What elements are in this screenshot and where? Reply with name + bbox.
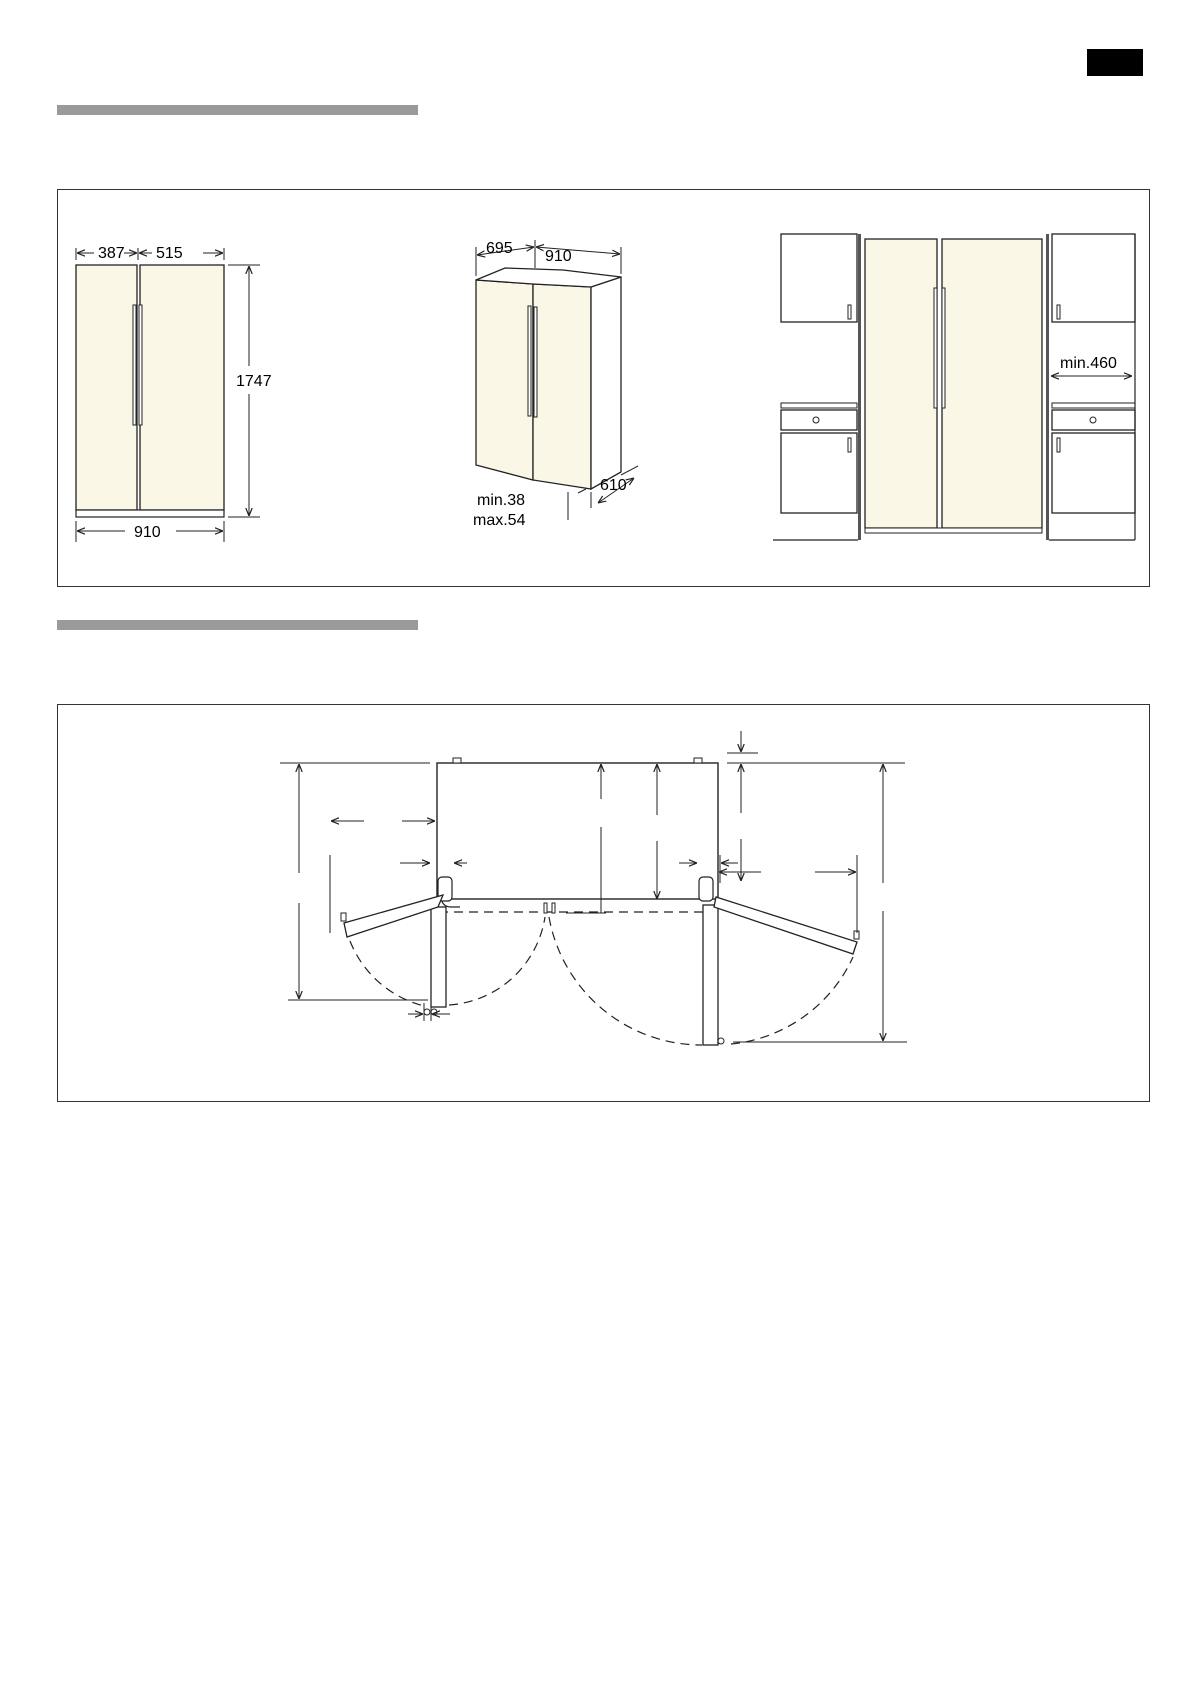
perspective-left-door — [476, 280, 533, 480]
perspective-width-label: 910 — [545, 248, 572, 265]
installed-right-door — [942, 239, 1042, 528]
front-right-door — [140, 265, 224, 510]
installed-left-door — [865, 239, 937, 528]
top-view-fridge — [280, 731, 907, 1045]
perspective-gap-min-label: min.38 — [477, 492, 526, 509]
front-height-label: 1747 — [236, 373, 272, 390]
perspective-depth-total-label: 610 — [600, 477, 627, 494]
perspective-gap-max-label: max.54 — [473, 512, 526, 529]
dimensions-panel — [57, 189, 1150, 587]
perspective-right-door — [533, 284, 591, 489]
section-bar-door-opening — [57, 620, 418, 630]
installation-clearance-label: min.460 — [1060, 355, 1117, 372]
dimensions-diagram — [58, 190, 1151, 588]
door-opening-panel — [57, 704, 1150, 1102]
section-bar-dimensions — [57, 105, 418, 115]
perspective-depth-body-label: 695 — [486, 240, 513, 257]
front-left-door — [76, 265, 137, 510]
front-right-door-width-label: 515 — [156, 245, 183, 262]
front-left-door-width-label: 387 — [98, 245, 125, 262]
installation-view — [773, 234, 1135, 540]
language-tab — [1087, 49, 1143, 76]
door-opening-diagram — [58, 705, 1151, 1103]
front-total-width-label: 910 — [134, 524, 161, 541]
front-view-fridge — [76, 248, 260, 542]
